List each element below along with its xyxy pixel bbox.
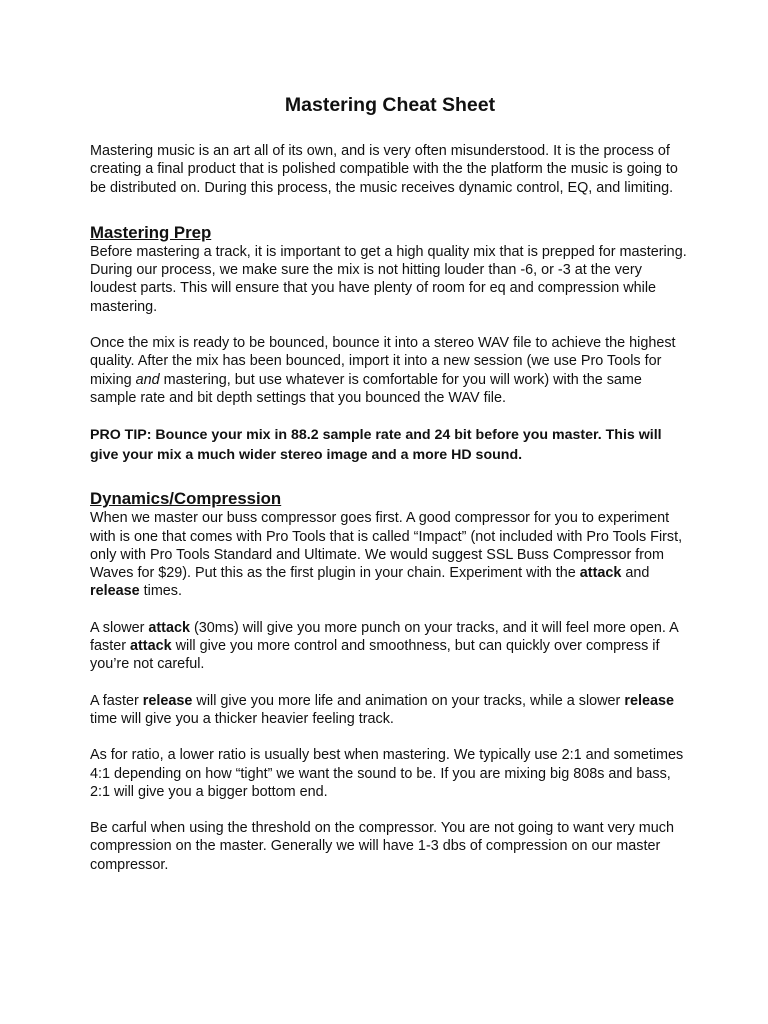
term-release: release (90, 583, 140, 600)
dynamics-paragraph-4: As for ratio, a lower ratio is usually best when mastering. We typically use 2:1 and sometimes 4:1 depending on how “tight” we want the sound to be. If you are mixing big 808s and bass, 2:1 will give you a bigger bottom end. (90, 747, 684, 800)
prep-paragraph-2 (90, 334, 690, 407)
dynamics-paragraph-5: Be carful when using the threshold on the compressor. You are not going to want very much compression on the master. Generally we will have 1-3 dbs of compression on our master compressor. (90, 820, 674, 873)
prep-paragraph-2-text-a: Once the mix is ready to be bounced, bounce it into a stereo WAV file to achieve the highest quality. After the mix has been bounced, import it into a new session (we use Pro Tools for mixing (90, 335, 676, 388)
term-release: release (142, 692, 193, 709)
dynamics-paragraph-2-text-a: A slower (90, 619, 149, 636)
dynamics-paragraph-2 (90, 619, 690, 674)
prep-paragraph-2-emphasis: and (135, 371, 160, 388)
intro-paragraph: Mastering music is an art all of its own, and is very often misunderstood. It is the process of creating a final product that is polished compatible with the the platform the music is going to be distributed on. During this process, the music receives dynamic control, EQ, and limiting. (90, 143, 678, 196)
prep-paragraph-2-text-b: mastering, but use whatever is comfortable for you will work) with the same sample rate and bit depth settings that you bounced the WAV file. (90, 371, 642, 406)
term-attack: attack (130, 638, 172, 655)
dynamics-paragraph-3-text-b: will give you more life and animation on your tracks, while a slower (192, 692, 625, 709)
dynamics-paragraph-3 (90, 692, 690, 729)
term-release: release (624, 692, 674, 709)
dynamics-paragraph-1 (90, 509, 690, 600)
pro-tip: PRO TIP: Bounce your mix in 88.2 sample rate and 24 bit before you master. This will give your mix a much wider stereo image and a more HD sound. (90, 427, 662, 464)
section-heading-mastering-prep: Mastering Prep (90, 222, 212, 242)
dynamics-paragraph-2-text-c: will give you more control and smoothness, but can quickly over compress if you’re not careful. (90, 638, 660, 673)
dynamics-paragraph-1-text: When we master our buss compressor goes first. A good compressor for you to experiment with is one that comes with Pro Tools that is called “Impact” (not included with Pro Tools First, only with Pro Tools Standard and Ultimate. We would suggest SSL Buss Compressor from Waves for $29). Put this as the first plugin in your chain. Experiment with the (90, 510, 683, 582)
document-title: Mastering Cheat Sheet (284, 94, 496, 116)
term-attack: attack (148, 619, 190, 636)
document-page (90, 92, 690, 874)
section-heading-dynamics-compression: Dynamics/Compression (90, 489, 282, 509)
dynamics-paragraph-1-and: and (621, 565, 650, 582)
dynamics-paragraph-3-text-a: A faster (90, 692, 143, 709)
dynamics-paragraph-3-text-c: time will give you a thicker heavier feeling track. (90, 710, 394, 727)
dynamics-paragraph-2-text-b: (30ms) will give you more punch on your tracks, and it will feel more open. A faster (90, 619, 678, 655)
term-attack: attack (579, 565, 622, 582)
prep-paragraph-1: Before mastering a track, it is important to get a high quality mix that is prepped for mastering. During our process, we make sure the mix is not hitting louder than -6, or -3 at the very loudest parts. This will ensure that you have plenty of room for eq and compression while mastering. (90, 243, 687, 315)
dynamics-paragraph-1-end: times. (139, 583, 183, 600)
